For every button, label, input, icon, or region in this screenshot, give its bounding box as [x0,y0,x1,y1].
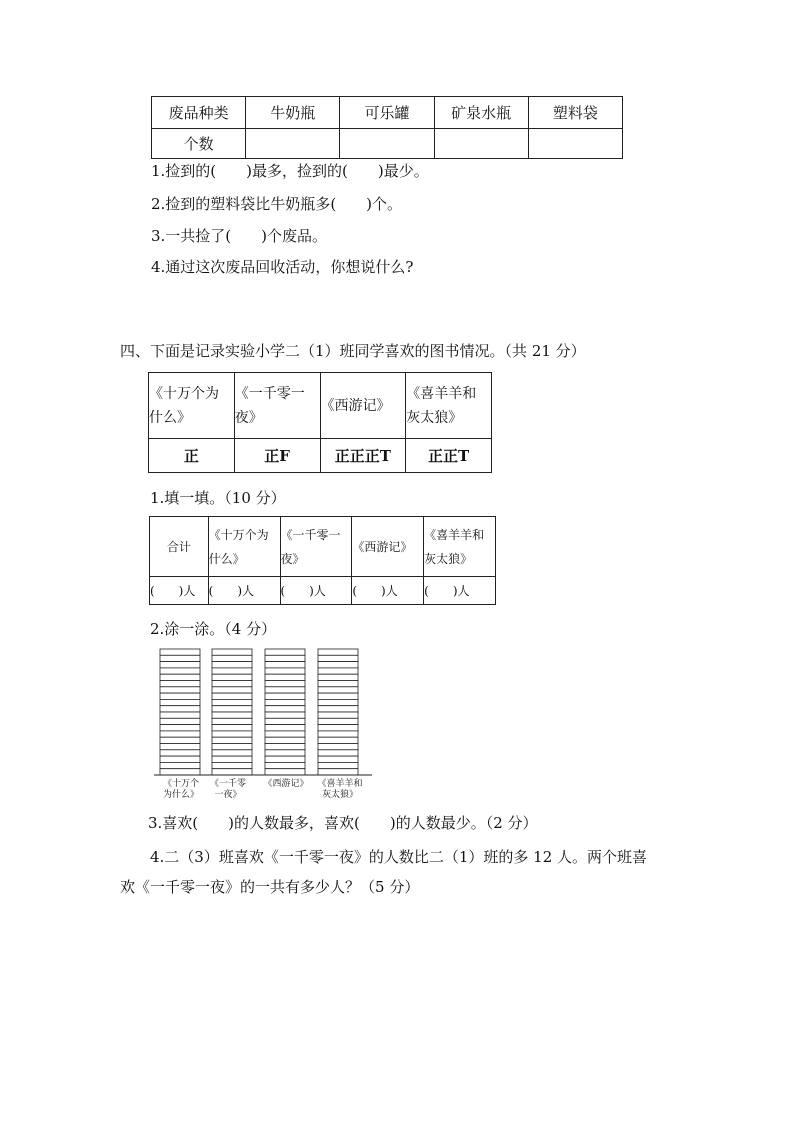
grid-cell[interactable] [318,718,358,724]
grid-cell[interactable] [318,712,358,718]
x-label: 《十万个 为什么》 [162,779,199,800]
x-label: 《喜羊羊和 灰太狼》 [317,779,363,800]
grid-cell[interactable] [265,725,305,731]
waste-header-cell: 矿泉水瓶 [434,97,528,129]
grid-cell[interactable] [318,681,358,687]
part-3-question: 3.喜欢( )的人数最多，喜欢( )的人数最少。（2 分） [148,814,538,832]
part-1-title: 1.填一填。（10 分） [150,489,286,507]
grid-cell[interactable] [318,744,358,750]
grid-cell[interactable] [160,662,200,668]
total-label: 合计 [150,517,209,577]
grid-cell[interactable] [318,693,358,699]
grid-cell[interactable] [160,731,200,737]
grid-cell[interactable] [318,769,358,775]
grid-cell[interactable] [160,687,200,693]
grid-cell[interactable] [160,725,200,731]
part-4-line-2: 欢《一千零一夜》的一共有多少人？（5 分） [120,878,420,896]
grid-cell[interactable] [318,649,358,655]
grid-cell[interactable] [212,668,252,674]
grid-cell[interactable] [212,762,252,768]
grid-cell[interactable] [265,681,305,687]
fill-blank[interactable]: ( )人 [280,577,352,605]
grid-cell[interactable] [318,687,358,693]
grid-cell[interactable] [265,674,305,680]
waste-count-cell[interactable] [246,129,340,159]
grid-cell[interactable] [265,769,305,775]
grid-cell[interactable] [212,681,252,687]
grid-cell[interactable] [265,762,305,768]
fill-book-cell: 《西游记》 [352,517,424,577]
grid-cell[interactable] [160,744,200,750]
grid-cell[interactable] [160,718,200,724]
grid-cell[interactable] [318,699,358,705]
tally-book-cell: 《十万个为 什么》 [149,373,235,439]
grid-cell[interactable] [212,750,252,756]
waste-header-cell: 牛奶瓶 [246,97,340,129]
waste-table [151,96,623,159]
grid-cell[interactable] [318,762,358,768]
grid-cell[interactable] [160,762,200,768]
grid-cell[interactable] [265,718,305,724]
grid-cell[interactable] [265,687,305,693]
grid-cell[interactable] [318,655,358,661]
grid-cell[interactable] [265,693,305,699]
grid-cell[interactable] [160,756,200,762]
tally-mark: 正F [234,439,320,473]
grid-cell[interactable] [212,725,252,731]
tally-table [148,372,492,473]
grid-cell[interactable] [318,737,358,743]
waste-row-label: 个数 [152,129,246,159]
grid-cell[interactable] [212,699,252,705]
question-3: 3.一共捡了( )个废品。 [151,227,328,245]
tally-book-cell: 《喜羊羊和 灰太狼》 [406,373,492,439]
fill-book-cell: 《十万个为 什么》 [208,517,280,577]
fill-blank[interactable]: ( )人 [150,577,209,605]
grid-cell[interactable] [265,699,305,705]
question-1: 1.捡到的( )最多，捡到的( )最少。 [151,162,429,180]
grid-cell[interactable] [265,662,305,668]
fill-blank[interactable]: ( )人 [424,577,496,605]
grid-cell[interactable] [160,693,200,699]
grid-cell[interactable] [265,668,305,674]
grid-cell[interactable] [160,750,200,756]
question-4: 4.通过这次废品回收活动，你想说什么? [151,258,414,276]
grid-cell[interactable] [318,706,358,712]
grid-cell[interactable] [212,744,252,750]
grid-cell[interactable] [160,668,200,674]
grid-cell[interactable] [318,674,358,680]
grid-cell[interactable] [212,718,252,724]
grid-cell[interactable] [265,731,305,737]
grid-cell[interactable] [318,662,358,668]
grid-column[interactable] [160,649,200,775]
tally-book-cell: 《一千零一 夜》 [234,373,320,439]
waste-header-cell: 可乐罐 [340,97,434,129]
x-label: 《一千零 一夜》 [209,779,246,800]
waste-count-cell[interactable] [528,129,622,159]
grid-cell[interactable] [318,756,358,762]
fill-book-cell: 《喜羊羊和 灰太狼》 [424,517,496,577]
grid-cell[interactable] [212,662,252,668]
tally-mark: 正正正T [320,439,406,473]
grid-cell[interactable] [212,706,252,712]
grid-cell[interactable] [212,687,252,693]
grid-cell[interactable] [160,649,200,655]
grid-cell[interactable] [265,744,305,750]
fill-table [149,516,496,605]
grid-cell[interactable] [212,655,252,661]
fill-blank[interactable]: ( )人 [208,577,280,605]
waste-count-cell[interactable] [340,129,434,159]
grid-cell[interactable] [212,693,252,699]
grid-cell[interactable] [212,769,252,775]
grid-cell[interactable] [160,712,200,718]
grid-cell[interactable] [160,674,200,680]
part-2-title: 2.涂一涂。（4 分） [150,620,277,638]
section-4-title: 四、下面是记录实验小学二（1）班同学喜欢的图书情况。（共 21 分） [120,342,586,360]
waste-header-cell: 废品种类 [152,97,246,129]
question-2: 2.捡到的塑料袋比牛奶瓶多( )个。 [151,195,403,213]
waste-header-cell: 塑料袋 [528,97,622,129]
grid-cell[interactable] [212,712,252,718]
grid-cell[interactable] [318,668,358,674]
tally-mark: 正正T [406,439,492,473]
grid-cell[interactable] [212,674,252,680]
tally-book-cell: 《西游记》 [320,373,406,439]
grid-cell[interactable] [212,649,252,655]
grid-cell[interactable] [265,737,305,743]
grid-cell[interactable] [265,706,305,712]
grid-cell[interactable] [160,699,200,705]
grid-column[interactable] [318,649,358,775]
part-4-line-1: 4.二（3）班喜欢《一千零一夜》的人数比二（1）班的多 12 人。两个班喜 [150,848,648,866]
grid-cell[interactable] [212,731,252,737]
grid-cell[interactable] [318,725,358,731]
grid-cell[interactable] [160,681,200,687]
grid-cell[interactable] [265,712,305,718]
waste-count-cell[interactable] [434,129,528,159]
grid-column[interactable] [265,649,305,775]
fill-book-cell: 《一千零一 夜》 [280,517,352,577]
grid-cell[interactable] [160,706,200,712]
grid-cell[interactable] [265,756,305,762]
grid-cell[interactable] [265,649,305,655]
grid-cell[interactable] [160,737,200,743]
tally-mark: 正 [149,439,235,473]
grid-cell[interactable] [212,737,252,743]
grid-cell[interactable] [318,750,358,756]
grid-cell[interactable] [265,750,305,756]
fill-blank[interactable]: ( )人 [352,577,424,605]
grid-cell[interactable] [160,769,200,775]
grid-cell[interactable] [318,731,358,737]
grid-cell[interactable] [212,756,252,762]
x-label: 《西游记》 [263,779,309,789]
grid-cell[interactable] [265,655,305,661]
grid-column[interactable] [212,649,252,775]
grid-cell[interactable] [160,655,200,661]
